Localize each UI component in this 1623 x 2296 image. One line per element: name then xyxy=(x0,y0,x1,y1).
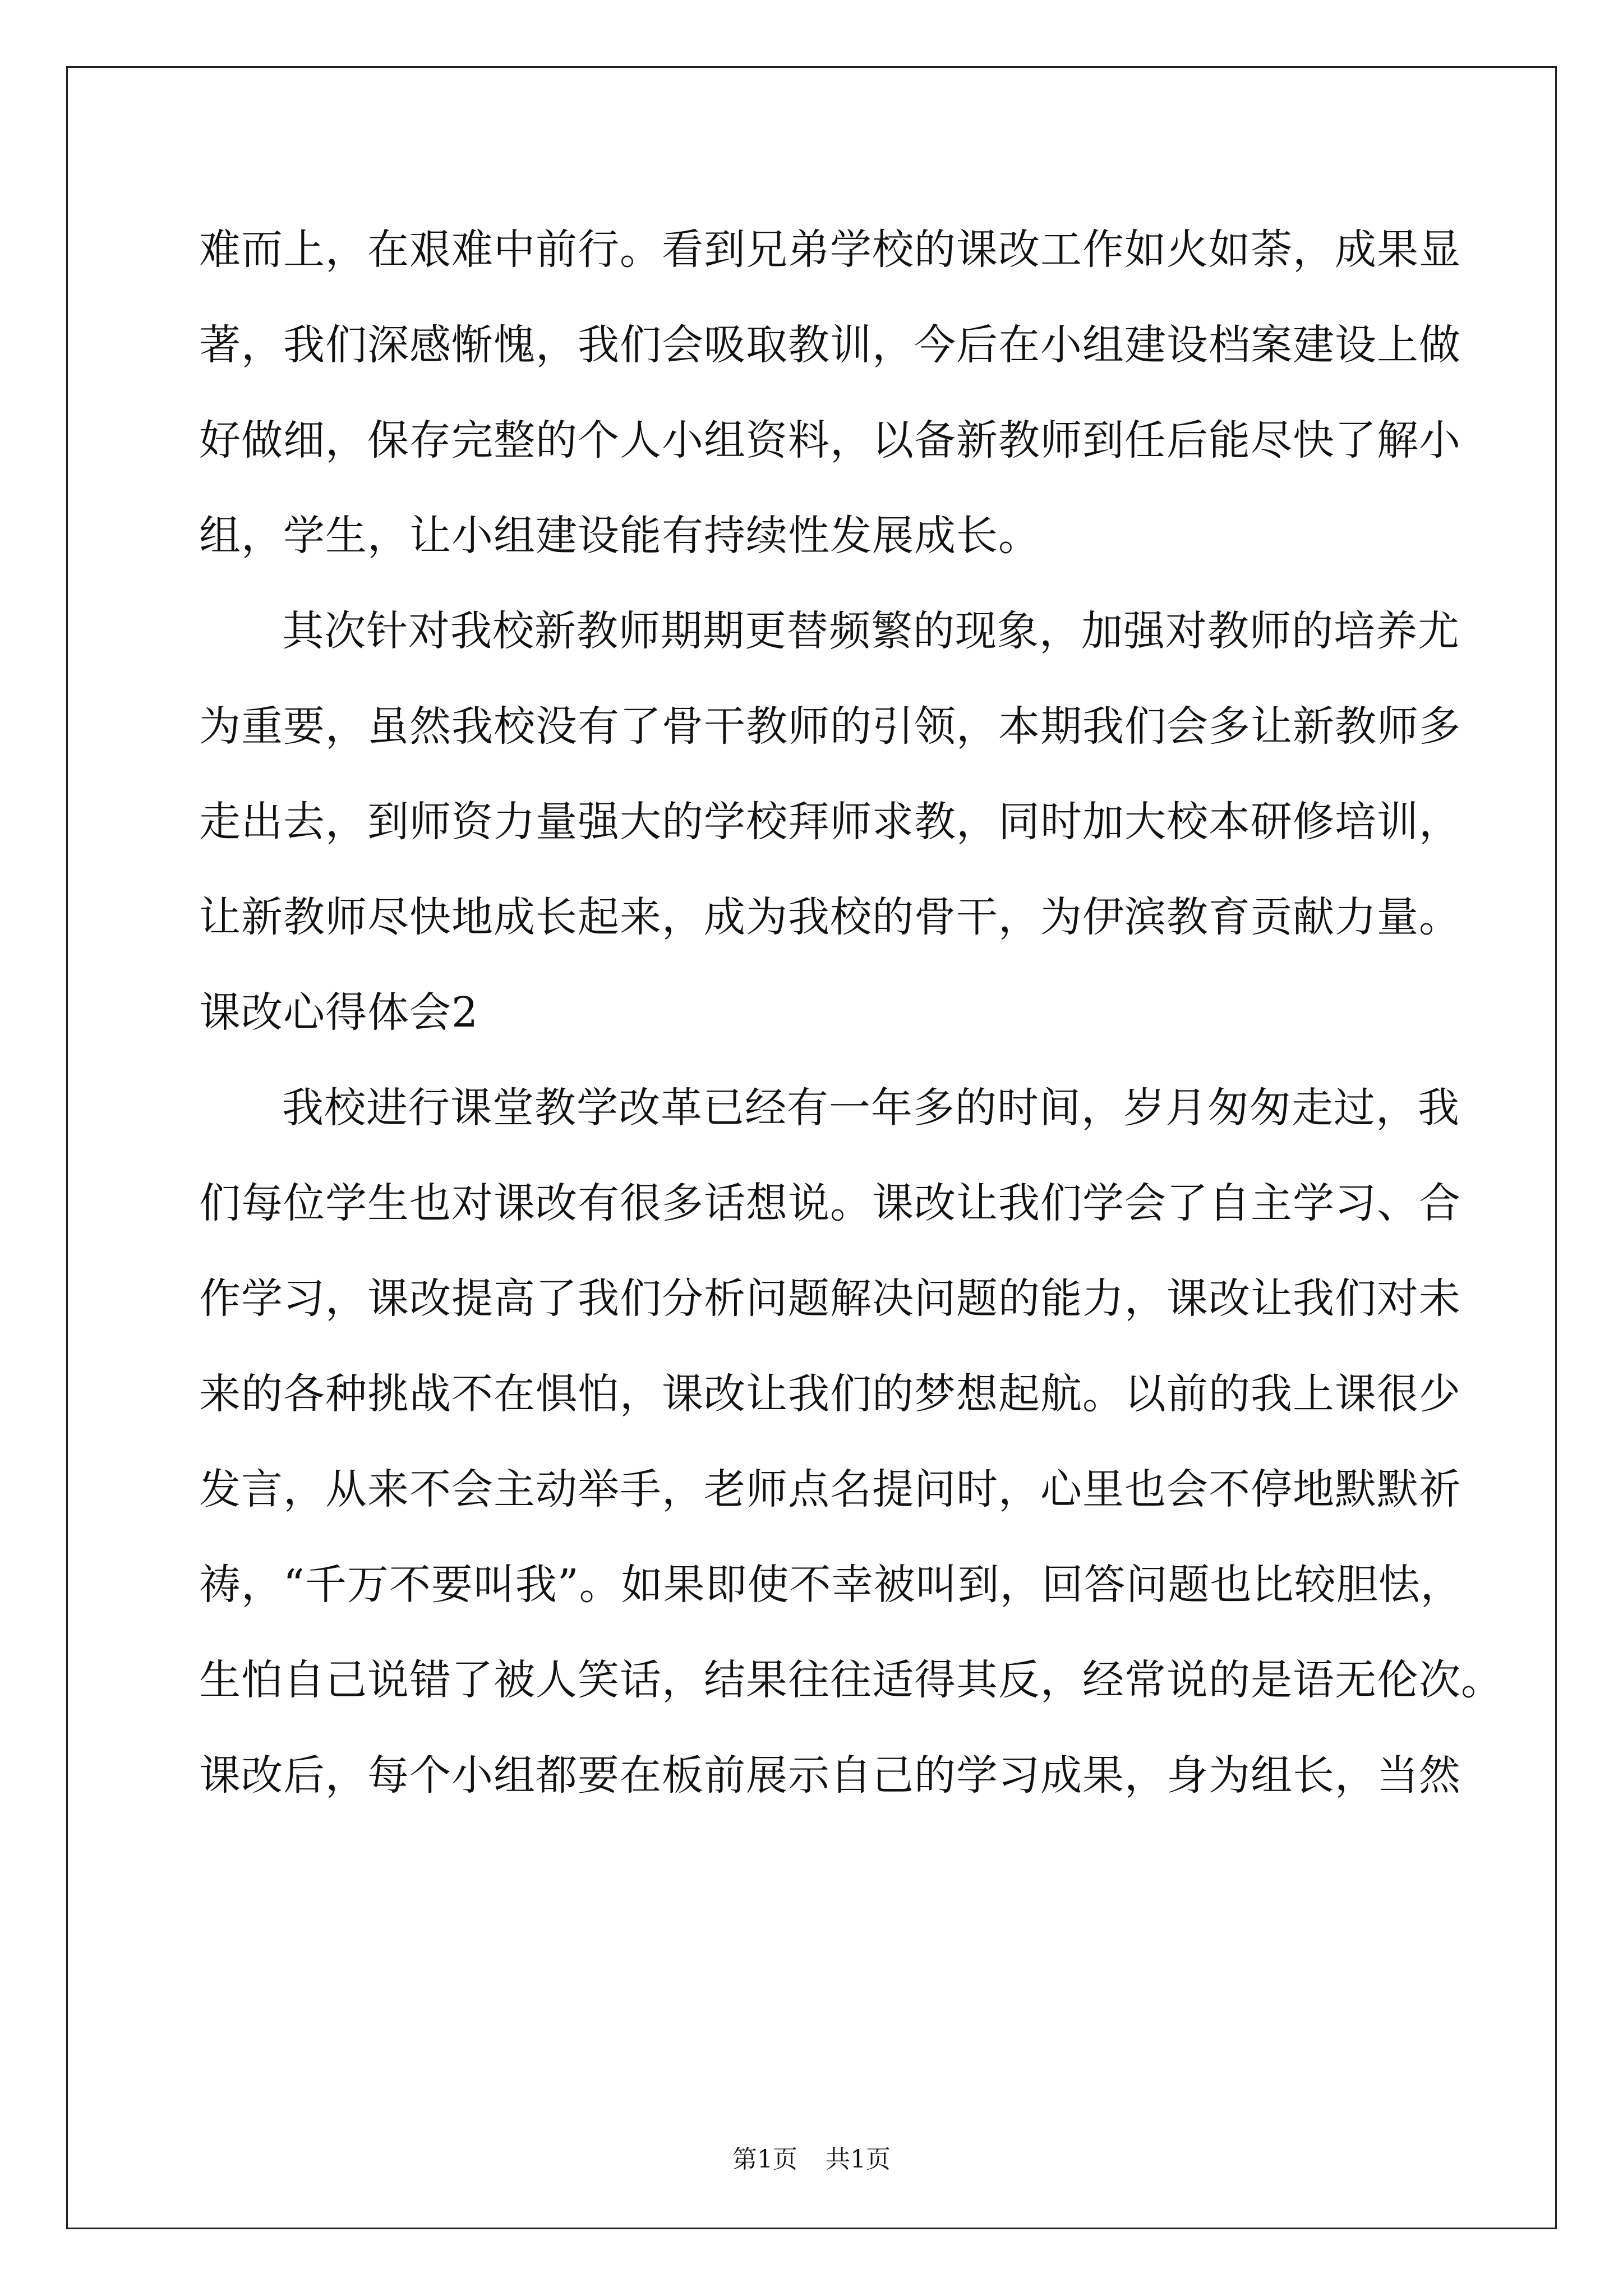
text-line: 为重要，虽然我校没有了骨干教师的引领，本期我们会多让新教师多 xyxy=(199,702,1461,751)
page-footer xyxy=(0,2143,1623,2177)
document-body xyxy=(199,202,1503,1823)
paragraph-start-line: 其次针对我校新教师期期更替频繁的现象，加强对教师的培养尤 xyxy=(282,607,1460,655)
page-total: 共1页 xyxy=(826,2145,891,2174)
text-line: 让新教师尽快地成长起来，成为我校的骨干，为伊滨教育贡献力量。 xyxy=(199,893,1461,941)
section-heading: 课改心得体会2 xyxy=(199,988,479,1037)
text-line: 走出去，到师资力量强大的学校拜师求教，同时加大校本研修培训， xyxy=(199,798,1461,846)
text-line: 来的各种挑战不在惧怕，课改让我们的梦想起航。以前的我上课很少 xyxy=(199,1370,1461,1418)
text-line: 生怕自己说错了被人笑话，结果往往适得其反，经常说的是语无伦次。 xyxy=(199,1656,1503,1704)
text-line: 组，学生，让小组建设能有持续性发展成长。 xyxy=(199,512,1040,560)
text-line: 著，我们深感惭愧，我们会吸取教训，今后在小组建设档案建设上做 xyxy=(199,321,1461,369)
page-number: 第1页 xyxy=(732,2145,797,2174)
text-line: 好做细，保存完整的个人小组资料，以备新教师到任后能尽快了解小 xyxy=(199,416,1461,464)
text-line: 作学习，课改提高了我们分析问题解决问题的能力，课改让我们对未 xyxy=(199,1274,1461,1323)
paragraph-start-line: 我校进行课堂教学改革已经有一年多的时间，岁月匆匆走过，我 xyxy=(282,1084,1460,1132)
text-line: 难而上，在艰难中前行。看到兄弟学校的课改工作如火如荼，成果显 xyxy=(199,226,1461,274)
text-line: 祷，“千万不要叫我”。如果即使不幸被叫到，回答问题也比较胆怯， xyxy=(199,1561,1463,1609)
text-line: 们每位学生也对课改有很多话想说。课改让我们学会了自主学习、合 xyxy=(199,1179,1461,1227)
text-line: 课改后，每个小组都要在板前展示自己的学习成果，身为组长，当然 xyxy=(199,1751,1461,1800)
text-line: 发言，从来不会主动举手，老师点名提问时，心里也会不停地默默祈 xyxy=(199,1465,1461,1513)
